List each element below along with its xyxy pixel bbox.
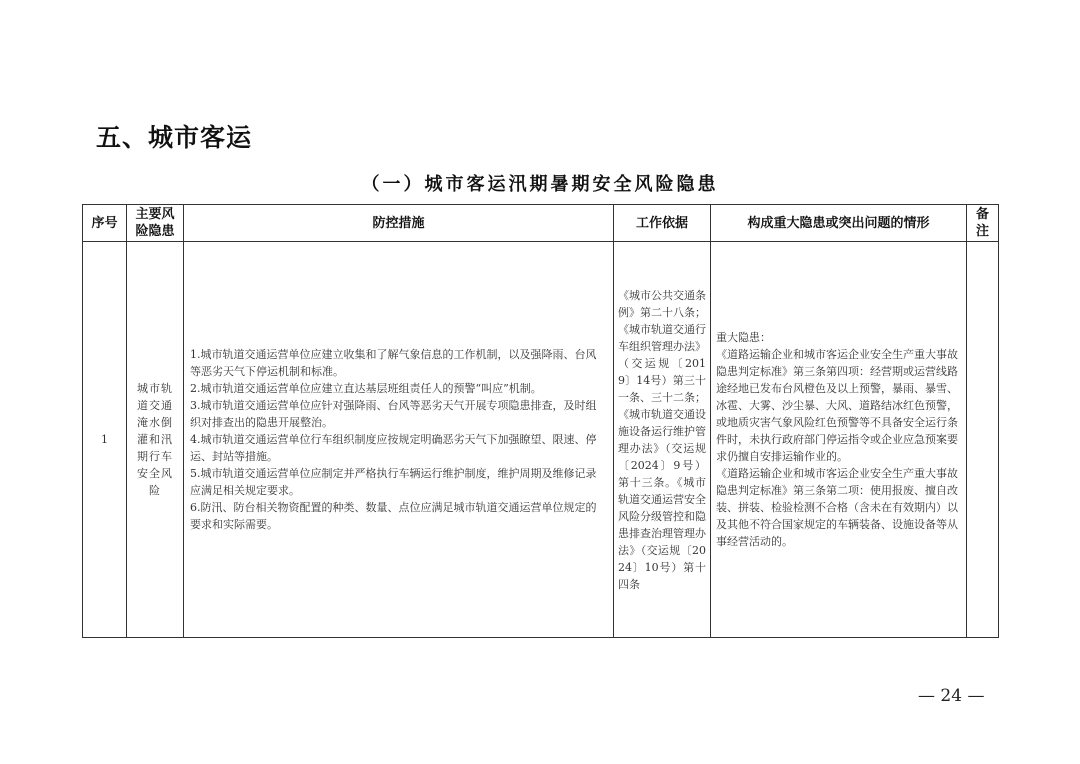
condition-item: 重大隐患： (716, 331, 771, 344)
header-main-risk: 主要风险隐患 (127, 205, 184, 242)
cell-seq: 1 (83, 242, 127, 638)
cell-remarks (967, 242, 999, 638)
measure-item: 1.城市轨道交通运营单位应建立收集和了解气象信息的工作机制，以及强降雨、台风等恶劣天气下停运机制和标准。 (190, 348, 597, 378)
measure-item: 6.防汛、防台相关物资配置的种类、数量、点位应满足城市轨道交通运营单位规定的要求和实际需要。 (190, 501, 597, 531)
page-number: — 24 — (918, 686, 985, 706)
measure-item: 3.城市轨道交通运营单位应针对强降雨、台风等恶劣天气开展专项隐患排查，及时组织对排查出的隐患开展整治。 (190, 399, 597, 429)
section-title: 五、城市客运 (96, 123, 253, 152)
condition-item: 《道路运输企业和城市客运企业安全生产重大事故隐患判定标准》第三条第二项：使用报废、擅自改装、拼装、检验检测不合格（含未在有效期内）以及其他不符合国家规定的车辆装备、设施设备等从事经营活动的。 (716, 467, 958, 548)
cell-measures (184, 242, 614, 638)
table-subtitle: （一）城市客运汛期暑期安全风险隐患 (361, 174, 719, 195)
condition-item: 《道路运输企业和城市客运企业安全生产重大事故隐患判定标准》第三条第四项：经营期或运营线路途经地已发布台风橙色及以上预警，暴雨、暴雪、冰雹、大雾、沙尘暴、大风、道路结冰红色预警，或地质灾害气象风险红色预警等不具备安全运行条件时，未执行政府部门停运指令或企业应急预案要求仍擅自安排运输作业的。 (716, 348, 958, 463)
measure-item: 4.城市轨道交通运营单位行车组织制度应按规定明确恶劣天气下加强瞭望、限速、停运、封站等措施。 (190, 433, 597, 463)
cell-conditions (711, 242, 967, 638)
measure-item: 2.城市轨道交通运营单位应建立直达基层班组责任人的预警“叫应”机制。 (190, 382, 542, 395)
header-remarks: 备注 (967, 205, 999, 242)
header-seq: 序号 (83, 205, 127, 242)
header-conditions: 构成重大隐患或突出问题的情形 (711, 205, 967, 242)
table-header-row (83, 205, 999, 242)
measure-item: 5.城市轨道交通运营单位应制定并严格执行车辆运行维护制度，维护周期及维修记录应满足相关规定要求。 (190, 467, 597, 497)
cell-main-risk: 城市轨道交通淹水倒灌和汛期行车安全风险 (127, 242, 184, 638)
header-measures: 防控措施 (184, 205, 614, 242)
risk-table (82, 204, 999, 638)
cell-basis: 《城市公共交通条例》第二十八条；《城市轨道交通行车组织管理办法》（交运规〔2019〕14号）第三十一条、三十二条；《城市轨道交通设施设备运行维护管理办法》（交运规〔2024〕9号）第十三条。《城市轨道交通运营安全风险分级管控和隐患排查治理管理办法》（交运规〔2024〕10号）第十四条 (614, 242, 711, 638)
header-basis: 工作依据 (614, 205, 711, 242)
table-row (83, 242, 999, 638)
